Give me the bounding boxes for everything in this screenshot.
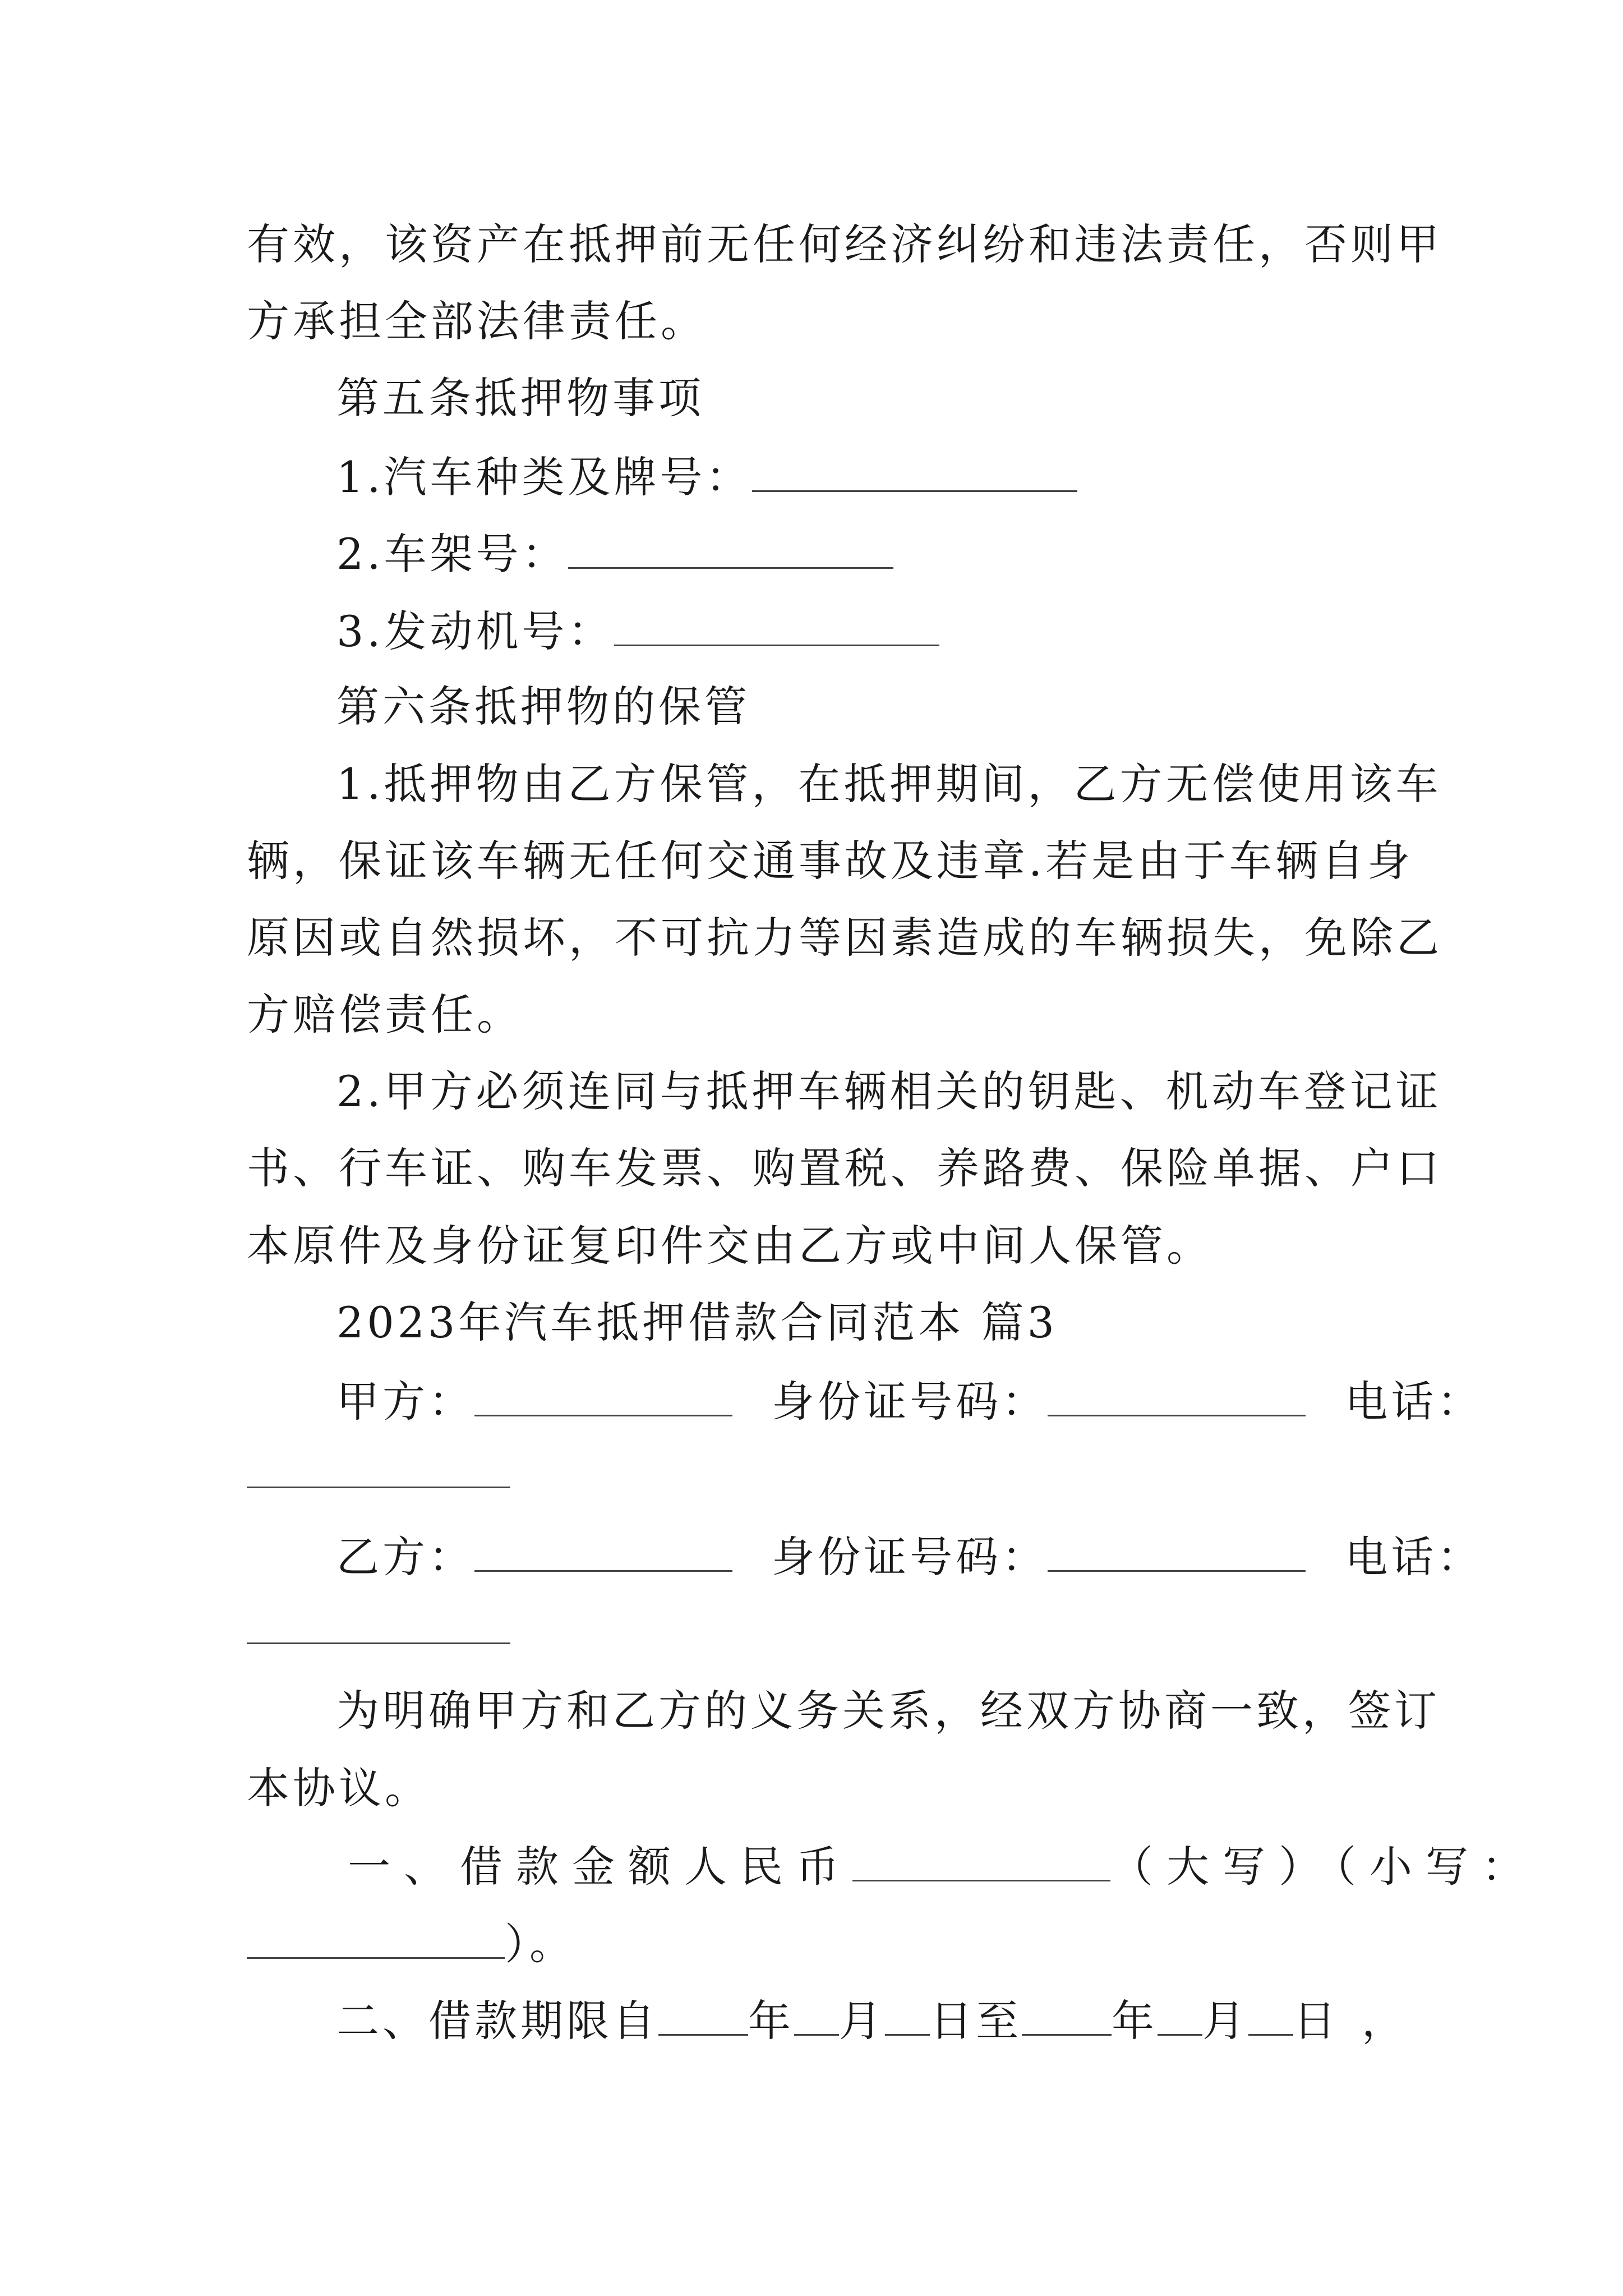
paragraph-line: 方承担全部法律责任。 — [247, 296, 707, 346]
paragraph-line: 书、行车证、购车发票、购置税、养路费、保险单据、户口 — [247, 1143, 1442, 1193]
article-1-row-cont — [247, 1919, 575, 1969]
start-year-blank[interactable] — [658, 1998, 748, 2036]
paragraph-line: 辆，保证该车辆无任何交通事故及违章.若是由于车辆自身 — [247, 836, 1414, 886]
engine-number-blank[interactable] — [614, 609, 939, 646]
start-month-blank[interactable] — [794, 1998, 839, 2036]
year-label: 年 — [748, 1996, 794, 2046]
vehicle-type-plate-label: 1.汽车种类及牌号： — [336, 452, 752, 502]
paragraph-line: 本协议。 — [247, 1763, 431, 1813]
day-label: 日 — [1293, 1996, 1339, 2046]
vehicle-type-plate-blank[interactable] — [752, 454, 1077, 492]
party-b-phone-blank[interactable] — [247, 1642, 510, 1644]
party-b-name-blank[interactable] — [474, 1534, 732, 1572]
section-heading: 2023年汽车抵押借款合同范本 篇3 — [336, 1297, 1058, 1347]
loan-amount-label: 一、借款金额人民币 — [348, 1842, 852, 1892]
party-a-id-blank[interactable] — [1048, 1379, 1306, 1416]
end-month-blank[interactable] — [1158, 1998, 1202, 2036]
comma: ， — [1362, 1996, 1408, 2046]
party-a-row — [336, 1377, 1483, 1427]
month-label: 月 — [839, 1996, 885, 2046]
party-a-phone-label: 电话： — [1345, 1377, 1483, 1427]
paragraph-line: 本原件及身份证复印件交由乙方或中间人保管。 — [247, 1221, 1212, 1271]
party-b-label: 乙方： — [336, 1532, 474, 1582]
party-a-name-blank[interactable] — [474, 1379, 732, 1416]
paragraph-line: 原因或自然损坏，不可抗力等因素造成的车辆损失，免除乙 — [247, 913, 1442, 963]
month-label: 月 — [1202, 1996, 1248, 2046]
paragraph-line: 为明确甲方和乙方的义务关系，经双方协商一致，签订 — [336, 1686, 1440, 1736]
party-a-label: 甲方： — [336, 1377, 474, 1427]
paragraph-line: 有效，该资产在抵押前无任何经济纠纷和违法责任，否则甲 — [247, 219, 1442, 269]
article-1-row — [348, 1842, 1538, 1892]
section-6-title: 第六条抵押物的保管 — [336, 682, 750, 731]
engine-number-label: 3.发动机号： — [336, 606, 614, 656]
engine-number-field — [336, 606, 939, 656]
loan-amount-upper-blank[interactable] — [852, 1844, 1110, 1881]
end-year-blank[interactable] — [1022, 1998, 1112, 2036]
year-label: 年 — [1112, 1996, 1158, 2046]
loan-amount-upper-label: （大写）（小写： — [1110, 1842, 1538, 1892]
start-day-blank[interactable] — [885, 1998, 930, 2036]
frame-number-label: 2.车架号： — [336, 529, 568, 579]
frame-number-blank[interactable] — [568, 531, 893, 569]
paragraph-line: 2.甲方必须连同与抵押车辆相关的钥匙、机动车登记证 — [336, 1066, 1442, 1116]
paragraph-line: 1.抵押物由乙方保管，在抵押期间，乙方无偿使用该车 — [336, 759, 1442, 809]
party-a-phone-blank[interactable] — [247, 1487, 510, 1488]
loan-amount-close: ）。 — [505, 1919, 575, 1969]
party-b-row — [336, 1532, 1483, 1582]
vehicle-type-plate-field — [336, 452, 1077, 502]
frame-number-field — [336, 529, 893, 579]
day-to-label: 日至 — [930, 1996, 1022, 2046]
paragraph-line: 方赔偿责任。 — [247, 990, 523, 1039]
section-5-title: 第五条抵押物事项 — [336, 373, 704, 423]
party-b-id-label: 身份证号码： — [772, 1532, 1048, 1582]
article-2-row — [336, 1996, 1408, 2046]
party-b-phone-label: 电话： — [1345, 1532, 1483, 1582]
end-day-blank[interactable] — [1248, 1998, 1293, 2036]
loan-term-label: 二、借款期限自 — [336, 1996, 658, 2046]
party-b-id-blank[interactable] — [1048, 1534, 1306, 1572]
loan-amount-lower-blank[interactable] — [247, 1921, 505, 1959]
party-a-id-label: 身份证号码： — [772, 1377, 1048, 1427]
